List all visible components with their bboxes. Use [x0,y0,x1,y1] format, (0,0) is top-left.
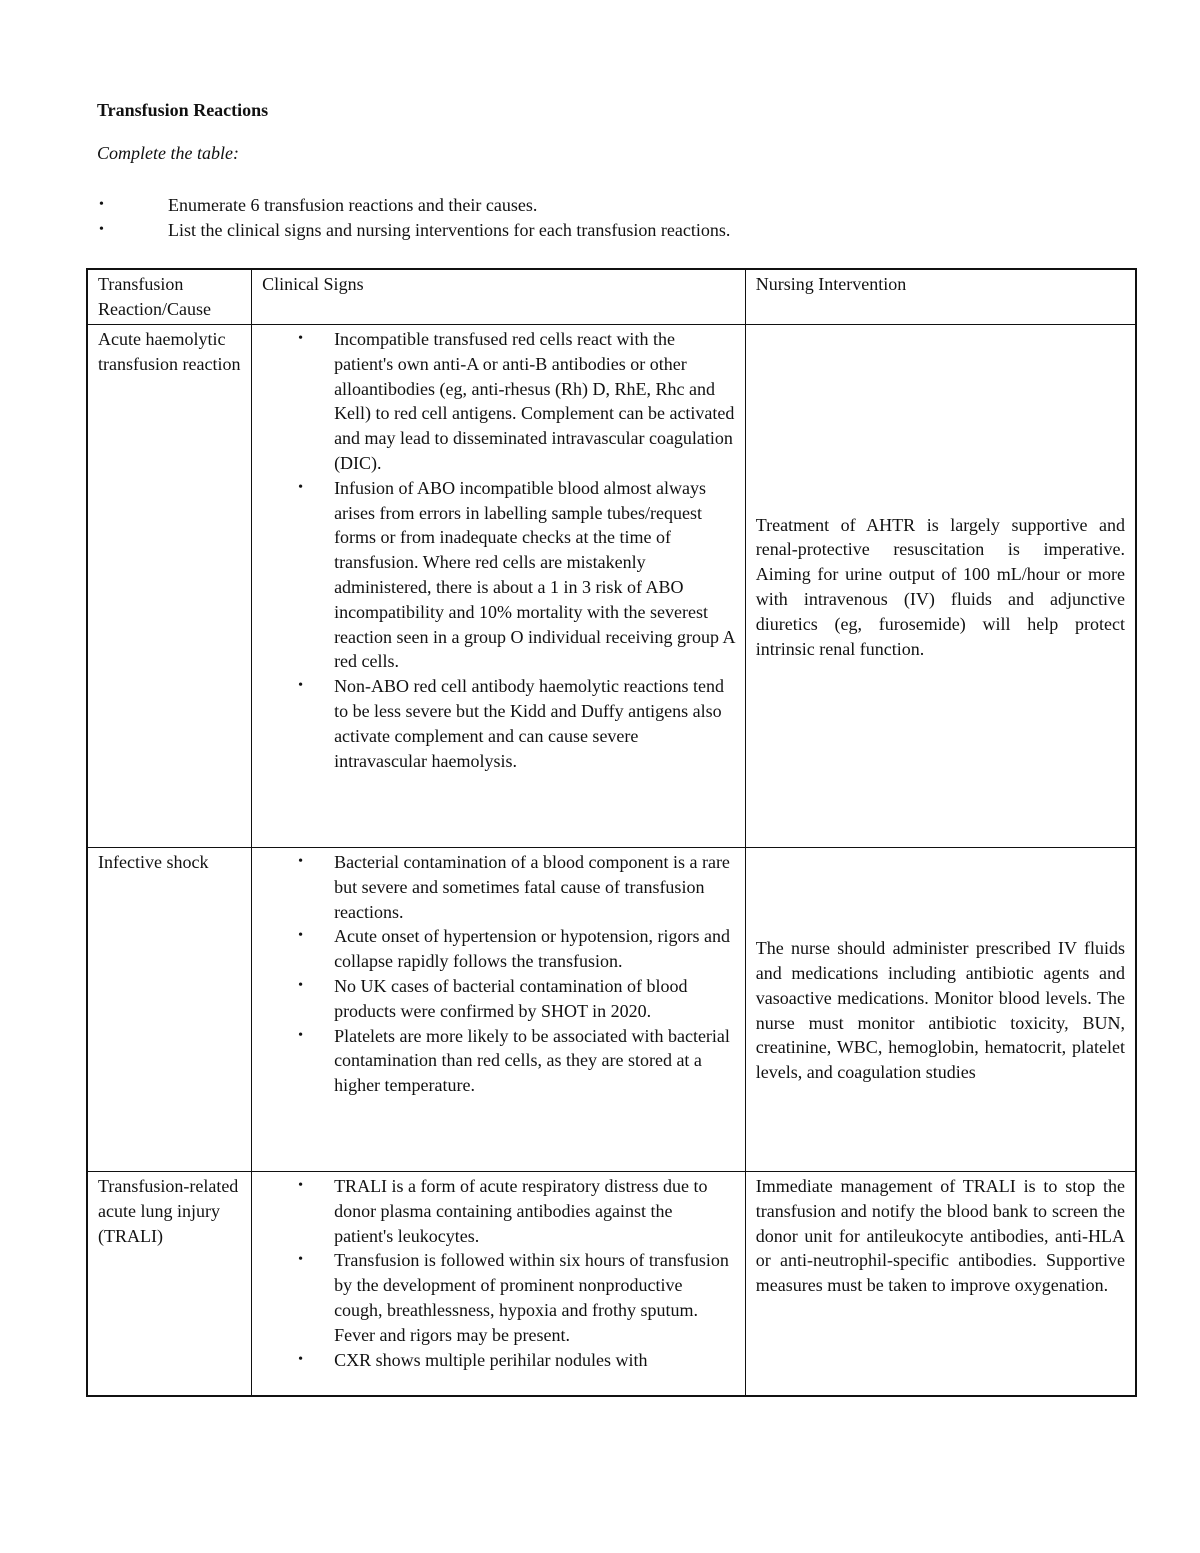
bullet-icon: • [99,197,104,212]
bullet-icon: • [298,1178,303,1193]
list-item [298,1024,735,1098]
instruction-text: Complete the table: [97,143,239,163]
bullet-icon: • [298,479,303,495]
clinical-signs-cell [252,848,746,1172]
sign-text: Infusion of ABO incompatible blood almost always arises from errors in labelling sample tubes/request forms or from inadequate checks at the time of transfusion. Where red cells are mistakenly administered, there is about a 1 in 3 risk of ABO incompatibility and 10% mortality with the severest reaction seen in a group O individual receiving group A red cells. [334,477,735,672]
clinical-signs-list [262,327,735,773]
bullet-icon: • [298,854,303,869]
sign-text: CXR shows multiple perihilar nodules with [334,1349,648,1370]
bullet-icon: • [298,1351,303,1367]
bullet-icon: • [99,222,104,237]
task-item [97,218,730,243]
table-row [87,1172,1136,1397]
task-list [97,193,730,243]
task-text: Enumerate 6 transfusion reactions and their causes. [168,195,538,215]
sign-text: Transfusion is followed within six hours of transfusion by the development of prominent nonproductive cough, breathlessness, hypoxia and frothy sputum. Fever and rigors may be present. [334,1250,729,1345]
sign-text: Incompatible transfused red cells react with the patient's own anti-A or anti-B antibodies or other alloantibodies (eg, anti-rhesus (Rh) D, RhE, Rhc and Kell) to red cell antigens. Complement can be activated and may lead to disseminated intravascular coagulation (DIC). [334,329,735,473]
list-item [298,476,735,674]
task-text: List the clinical signs and nursing interventions for each transfusion reactions. [168,220,731,240]
page-title: Transfusion Reactions [97,100,269,120]
list-item [298,1248,735,1347]
reaction-cause-cell: Transfusion-related acute lung injury (TRALI) [87,1172,252,1397]
sign-text: Acute onset of hypertension or hypotension, rigors and collapse rapidly follows the transfusion. [334,926,730,972]
sign-text: Platelets are more likely to be associated with bacterial contamination than red cells, as they are stored at a higher temperature. [334,1025,730,1096]
nursing-intervention-cell [745,848,1136,1172]
table-row [87,848,1136,1172]
bullet-icon: • [298,928,303,944]
reaction-cause-cell: Acute haemolytic transfusion reaction [87,325,252,848]
clinical-signs-cell [252,325,746,848]
list-item [298,327,735,476]
sign-text: TRALI is a form of acute respiratory distress due to donor plasma containing antibodies against the patient's leukocytes. [334,1176,708,1246]
table-header-row [87,269,1136,325]
nursing-text: The nurse should administer prescribed IV fluids and medications including antibiotic agents and vasoactive medications. Monitor blood levels. The nurse must monitor antibiotic toxicity, BUN, creatinine, WBC, hemoglobin, hematocrit, platelet levels, and coagulation studies [755,938,1125,1083]
list-item [298,674,735,773]
sign-text: Non-ABO red cell antibody haemolytic reactions tend to be less severe but the Kidd and Duffy antigens also activate complement and can cause severe intravascular haemolysis. [334,676,724,771]
sign-text: No UK cases of bacterial contamination of blood products were confirmed by SHOT in 2020. [334,975,688,1021]
header-cause: Transfusion Reaction/Cause [87,269,252,325]
list-item [298,850,735,924]
nursing-intervention-cell [745,1172,1136,1397]
bullet-icon: • [298,1252,303,1268]
nursing-text: Immediate management of TRALI is to stop the transfusion and notify the blood bank to screen the donor unit for antileukocyte antibodies, anti-HLA or anti-neutrophil-specific antibodies. Supportive measures must be taken to improve oxygenation. [755,1176,1125,1296]
clinical-signs-cell [252,1172,746,1397]
header-clinical-signs: Clinical Signs [252,269,746,325]
bullet-icon: • [298,1027,303,1043]
list-item [298,1174,735,1248]
clinical-signs-clip [262,1174,735,1392]
sign-text: Bacterial contamination of a blood component is a rare but severe and sometimes fatal cause of transfusion reactions. [334,852,730,922]
header-nursing-intervention: Nursing Intervention [745,269,1136,325]
list-item [298,974,735,1024]
bullet-icon: • [298,977,303,993]
reaction-cause-cell: Infective shock [87,848,252,1172]
nursing-text: Treatment of AHTR is largely supportive and renal-protective resuscitation is imperative. Aiming for urine output of 100 mL/hour or more with intravenous (IV) fluids and adjunctive diuretics (eg, furosemide) will help protect intrinsic renal function. [755,514,1125,659]
bullet-icon: • [298,678,303,694]
clinical-signs-list [262,850,735,1098]
bullet-icon: • [298,331,303,346]
task-item [97,193,730,218]
list-item [298,924,735,974]
transfusion-reactions-table [86,268,1137,1397]
list-item [298,1348,735,1373]
clinical-signs-list [262,1174,735,1372]
nursing-intervention-cell [745,325,1136,848]
table-row [87,325,1136,848]
